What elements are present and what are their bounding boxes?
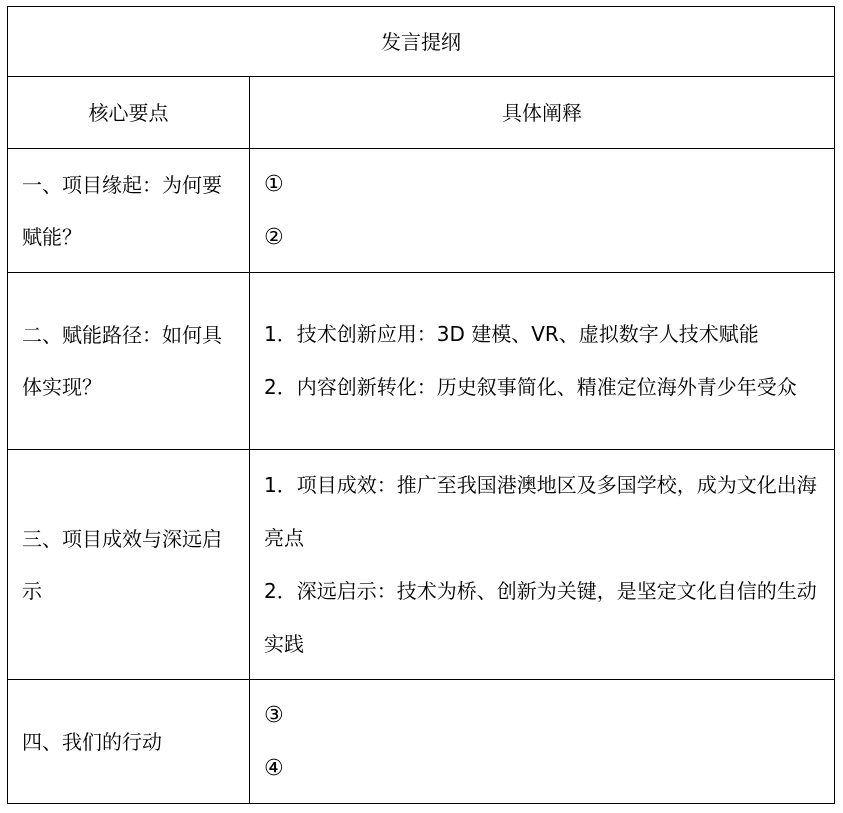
blank-marker: ②: [264, 224, 284, 250]
row-details: [250, 450, 835, 680]
table-title: 发言提纲: [8, 7, 835, 77]
row-point: 二、赋能路径：如何具体实现？: [8, 273, 250, 450]
detail-item: 1．项目成效：推广至我国港澳地区及多国学校，成为文化出海亮点: [264, 472, 817, 550]
blank-marker: ①: [264, 171, 284, 197]
detail-item: 2．深远启示：技术为桥、创新为关键，是坚定文化自信的生动实践: [264, 578, 817, 656]
blank-marker: ④: [264, 755, 284, 781]
row-point: 三、项目成效与深远启示: [8, 450, 250, 680]
blank-marker: ③: [264, 702, 284, 728]
header-row: [8, 77, 835, 149]
table-row: [8, 680, 835, 804]
row-point: 四、我们的行动: [8, 680, 250, 804]
header-core-points: 核心要点: [8, 77, 250, 149]
table-row: [8, 450, 835, 680]
outline-table: [7, 6, 835, 804]
table-row: [8, 273, 835, 450]
header-details: 具体阐释: [250, 77, 835, 149]
row-details: [250, 273, 835, 450]
table-row: [8, 149, 835, 273]
title-row: [8, 7, 835, 77]
row-details: [250, 149, 835, 273]
detail-item: 2．内容创新转化：历史叙事简化、精准定位海外青少年受众: [264, 375, 797, 399]
row-point: 一、项目缘起：为何要赋能？: [8, 149, 250, 273]
row-details: [250, 680, 835, 804]
detail-item: 1．技术创新应用：3D 建模、VR、虚拟数字人技术赋能: [264, 322, 759, 346]
